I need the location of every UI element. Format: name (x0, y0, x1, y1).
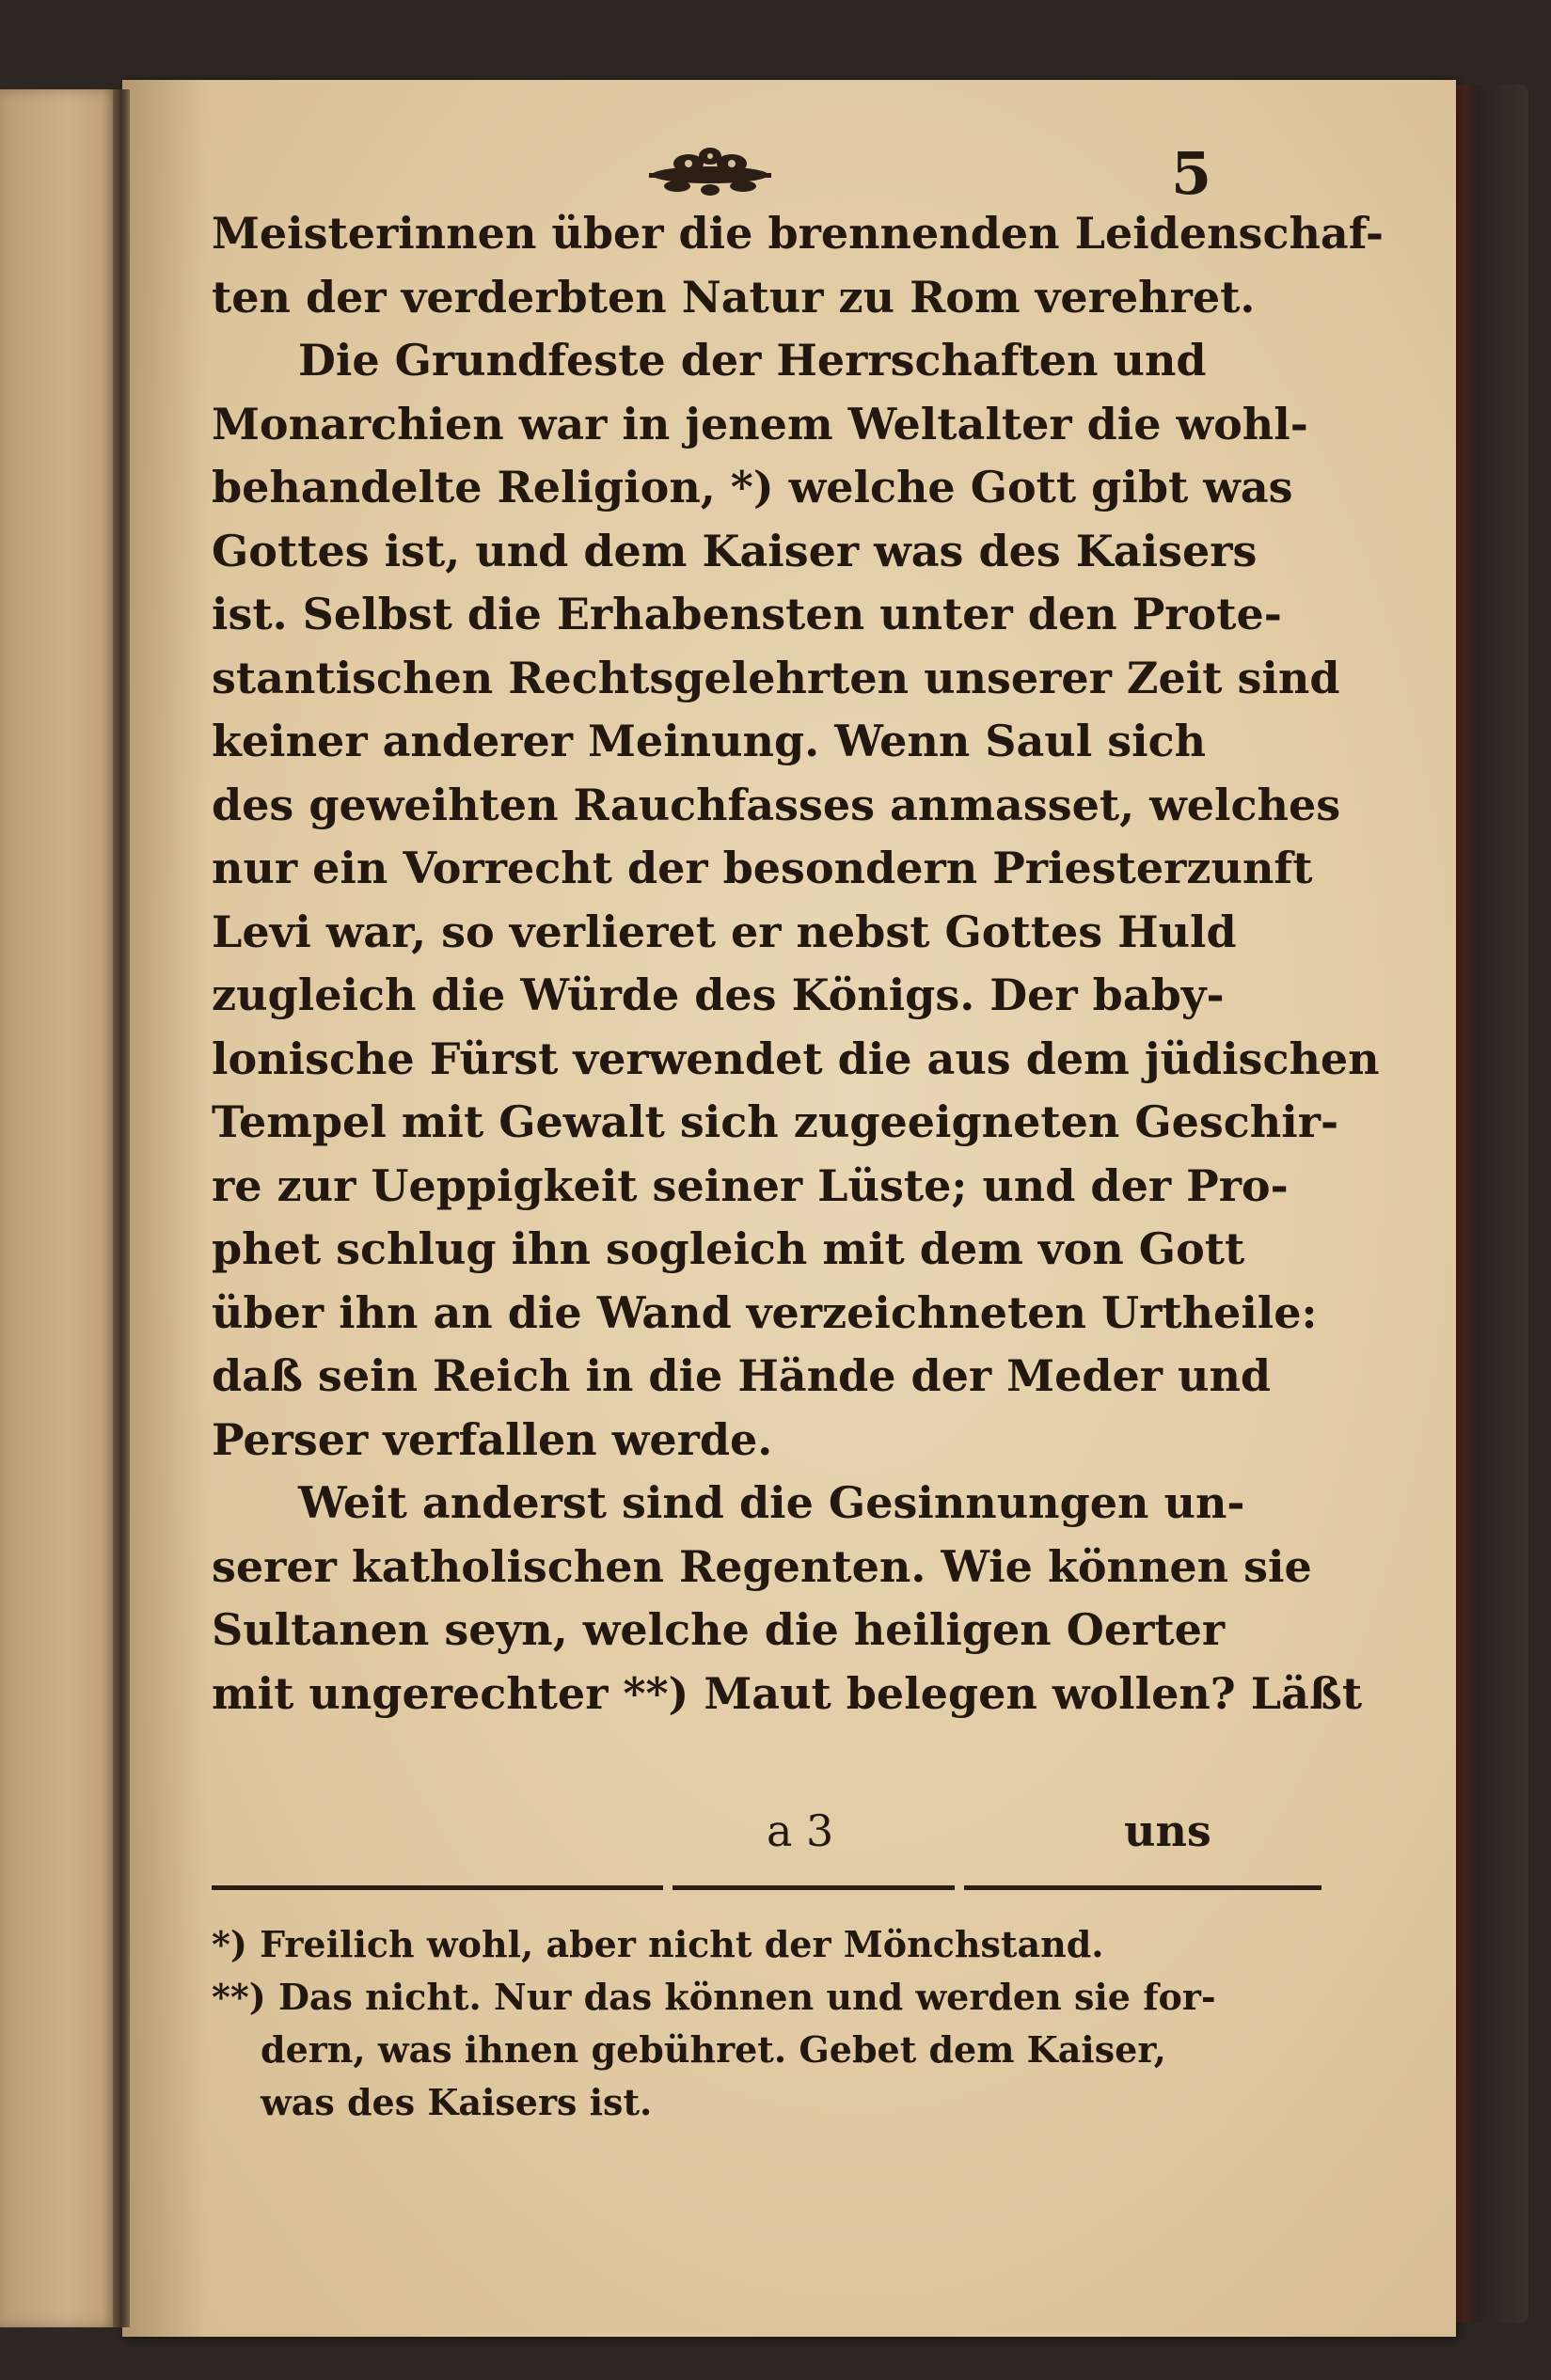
text-line: ten der verderbten Natur zu Rom verehret. (212, 271, 1256, 323)
text-line: Levi war, so verlieret er nebst Gottes Huld (212, 906, 1237, 957)
text-line: daß sein Reich in die Hände der Meder und (212, 1350, 1272, 1401)
text-line: des geweihten Rauchfasses anmasset, welches (212, 779, 1341, 830)
footnote-rule (673, 1885, 955, 1890)
text-line: nur ein Vorrecht der besondern Priesterzunft (212, 843, 1313, 893)
text-line: Perser verfallen werde. (212, 1413, 773, 1465)
footnote-line: dern, was ihnen gebühret. Gebet dem Kaiser, (261, 2028, 1166, 2071)
text-line: Meisterinnen über die brennenden Leidenschaf- (212, 208, 1384, 259)
left-facing-page (0, 89, 120, 2327)
text-line: serer katholischen Regenten. Wie können sie (212, 1540, 1312, 1592)
book-spine-gutter (113, 89, 130, 2327)
text-line: zugleich die Würde des Königs. Der baby- (212, 969, 1225, 1020)
body-text (212, 202, 1384, 1726)
footnote-line: was des Kaisers ist. (261, 2081, 653, 2123)
text-line: Gottes ist, und dem Kaiser was des Kaisers (212, 525, 1258, 576)
footnote-rule (212, 1885, 663, 1890)
footnote-line: **) Das nicht. Nur das können und werden sie for- (212, 1976, 1216, 2018)
signature-mark: a 3 (767, 1805, 834, 1856)
text-line: über ihn an die Wand verzeichneten Urtheile: (212, 1286, 1318, 1338)
page-number: 5 (1171, 139, 1212, 208)
catchword: uns (1124, 1805, 1211, 1856)
text-line: stantischen Rechtsgelehrten unserer Zeit sind (212, 652, 1340, 703)
page-gutter-shade (122, 80, 207, 2337)
text-line: Tempel mit Gewalt sich zugeeigneten Geschir- (212, 1096, 1339, 1147)
text-line: lonische Fürst verwendet die aus dem jüdischen (212, 1032, 1380, 1084)
text-line: mit ungerechter **) Maut belegen wollen? Läßt (212, 1667, 1363, 1719)
printer-ornament-icon (640, 139, 781, 205)
footnotes (212, 1918, 1340, 2129)
text-line: Die Grundfeste der Herrschaften und (298, 335, 1207, 386)
footnote-rule (964, 1885, 1322, 1890)
text-line: re zur Ueppigkeit seiner Lüste; und der Pro- (212, 1159, 1289, 1211)
text-line: keiner anderer Meinung. Wenn Saul sich (212, 716, 1207, 766)
book-cover-edge (1444, 85, 1528, 2323)
text-line: phet schlug ihn sogleich mit dem von Gott (212, 1223, 1245, 1274)
text-line: ist. Selbst die Erhabensten unter den Prote- (212, 589, 1282, 639)
footnote-line: *) Freilich wohl, aber nicht der Mönchstand. (212, 1923, 1104, 1965)
text-line: Weit anderst sind die Gesinnungen un- (298, 1477, 1245, 1528)
text-line: Monarchien war in jenem Weltalter die wohl- (212, 398, 1308, 449)
text-line: Sultanen seyn, welche die heiligen Oerter (212, 1604, 1226, 1655)
text-line: behandelte Religion, *) welche Gott gibt was (212, 462, 1293, 512)
